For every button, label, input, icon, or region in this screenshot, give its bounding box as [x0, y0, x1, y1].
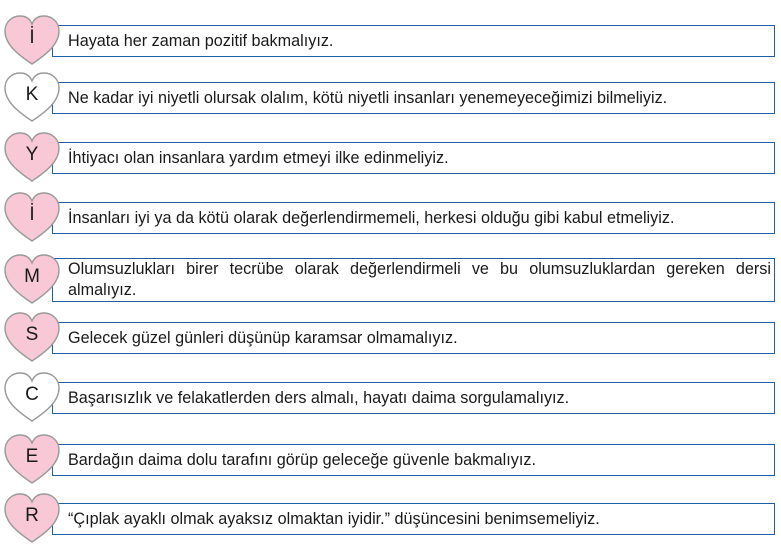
- heart-letter: K: [25, 84, 39, 105]
- heart-letter: İ: [29, 27, 35, 48]
- heart-letter: C: [25, 384, 39, 405]
- heart-letter: S: [25, 324, 39, 345]
- statement-row: [0, 503, 781, 535]
- statement-row: [0, 82, 781, 114]
- statement-row: [0, 202, 781, 234]
- heart-letter: Y: [25, 144, 39, 165]
- statement-text: İnsanları iyi ya da kötü olarak değerlendirmemeli, herkesi olduğu gibi kabul etmeliyiz.: [68, 208, 675, 227]
- heart-letter: M: [24, 266, 40, 287]
- statement-text: Olumsuzlukları birer tecrübe olarak değerlendirmeli ve bu olumsuzluklardan gereken dersi almalıyız.: [68, 260, 771, 299]
- statement-text: Bardağın daima dolu tarafını görüp geleceğe güvenle bakmalıyız.: [68, 450, 536, 469]
- statement-row: [0, 322, 781, 354]
- statement-text: Gelecek güzel günleri düşünüp karamsar olmamalıyız.: [68, 328, 458, 347]
- statement-row: [0, 258, 781, 302]
- statement-text: Başarısızlık ve felakatlerden ders almalı, hayatı daima sorgulamalıyız.: [68, 388, 570, 407]
- statement-row: [0, 382, 781, 414]
- statement-text: İhtiyacı olan insanlara yardım etmeyi ilke edinmeliyiz.: [68, 148, 449, 167]
- statement-text: “Çıplak ayaklı olmak ayaksız olmaktan iyidir.” düşüncesini benimsemeliyiz.: [68, 509, 600, 528]
- heart-letter: R: [25, 505, 39, 526]
- heart-letter: İ: [29, 204, 35, 225]
- statement-text: Hayata her zaman pozitif bakmalıyız.: [68, 31, 334, 50]
- heart-letter: E: [25, 446, 39, 467]
- statement-text: Ne kadar iyi niyetli olursak olalım, kötü niyetli insanları yenemeyeceğimizi bilmeliyiz.: [68, 88, 668, 107]
- statement-row: [0, 25, 781, 57]
- statement-row: [0, 142, 781, 174]
- statement-row: [0, 444, 781, 476]
